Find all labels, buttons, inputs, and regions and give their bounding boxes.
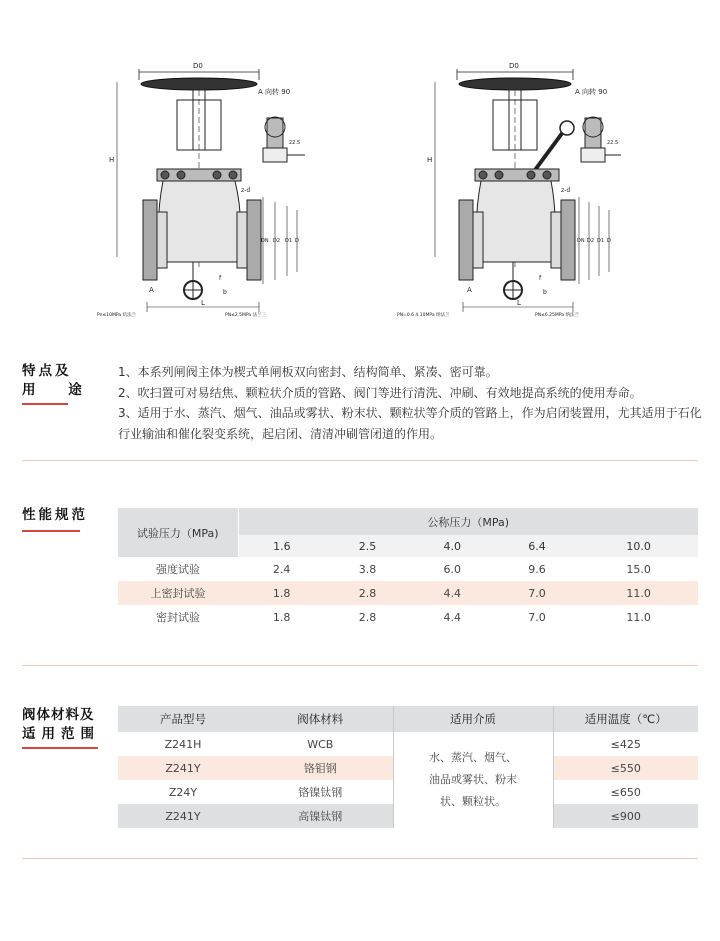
material-cell: WCB: [248, 732, 393, 756]
table-cell: 11.0: [579, 605, 698, 629]
flange-note-left: Pn≤10MPa 结法兰: [97, 313, 137, 318]
dim-d1: D1: [285, 238, 293, 244]
row-label: 密封试验: [118, 605, 238, 629]
dim-zd: z-d: [241, 187, 251, 194]
section-divider: [22, 665, 698, 666]
dim-d2: D2: [587, 238, 595, 244]
header-media: 适用介质: [393, 706, 553, 732]
dim-f: f: [539, 275, 542, 282]
flange-note-right: PN≤2.5MPa 法兰三: [225, 313, 267, 318]
materials-table: [118, 706, 698, 828]
material-cell: 铬钼钢: [248, 756, 393, 780]
table-row: [118, 557, 698, 581]
row-label: 上密封试验: [118, 581, 238, 605]
model-cell: Z241Y: [118, 756, 248, 780]
gate-valve-svg: [95, 52, 325, 322]
dim-d: D: [295, 238, 299, 244]
features-title-underline: [22, 403, 68, 405]
table-cell: 2.8: [325, 581, 410, 605]
feature-item: 2、吹扫置可对易结焦、颗粒状介质的管路、阀门等进行清洗、冲刷、有效地提高系统的使用寿命。: [118, 385, 642, 400]
table-cell: 1.8: [238, 581, 325, 605]
features-title-line2: 用 途: [22, 382, 96, 398]
model-cell: Z241H: [118, 732, 248, 756]
media-line: 水、蒸汽、烟气、: [429, 751, 517, 764]
dim-size: 22.5: [607, 140, 619, 146]
header-nominal-pressure: 公称压力（MPa): [238, 508, 698, 535]
dim-a: A: [467, 286, 472, 294]
feature-item: 3、适用于水、蒸汽、烟气、油品或雾状、粉末状、颗粒状等介质的管路上，作为启闭装置用，尤其适用于石化: [118, 406, 702, 420]
materials-title-line1: 阀体材料及: [22, 707, 95, 723]
table-cell: 11.0: [579, 581, 698, 605]
header-test-pressure: 试验压力（MPa): [118, 508, 238, 557]
performance-table: [118, 508, 698, 629]
material-cell: 铬镍钛钢: [248, 780, 393, 804]
temperature-cell: ≤650: [553, 780, 698, 804]
table-cell: 7.0: [495, 581, 580, 605]
dim-h: H: [109, 156, 115, 164]
table-cell: 1.8: [238, 605, 325, 629]
section-divider: [22, 858, 698, 859]
dim-dn: DN: [577, 238, 585, 244]
temperature-cell: ≤900: [553, 804, 698, 828]
model-cell: Z24Y: [118, 780, 248, 804]
media-line: 状、颗粒状。: [440, 795, 506, 808]
dim-rotate: A 向转 90: [258, 88, 291, 96]
pressure-col: 4.0: [410, 535, 495, 557]
dim-b: b: [223, 289, 227, 296]
dim-b: b: [543, 289, 547, 296]
gate-valve-drawing-right: [395, 52, 625, 322]
table-cell: 6.0: [410, 557, 495, 581]
table-row: [118, 581, 698, 605]
features-title-line1: 特点及: [22, 363, 72, 379]
features-title: [22, 362, 96, 400]
table-row: [118, 732, 698, 756]
pressure-col: 6.4: [495, 535, 580, 557]
performance-title: 性能规范: [22, 507, 88, 523]
row-label: 强度试验: [118, 557, 238, 581]
dim-f: f: [219, 275, 222, 282]
table-cell: 4.4: [410, 605, 495, 629]
materials-title: [22, 706, 100, 744]
dim-d: D: [607, 238, 611, 244]
model-cell: Z241Y: [118, 804, 248, 828]
dim-d0: D0: [193, 62, 203, 70]
table-cell: 4.4: [410, 581, 495, 605]
table-cell: 2.4: [238, 557, 325, 581]
media-line: 油品或雾状、粉末: [429, 773, 517, 786]
dim-size: 22.5: [289, 140, 301, 146]
dim-d2: D2: [273, 238, 281, 244]
pressure-col: 1.6: [238, 535, 325, 557]
dim-h: H: [427, 156, 433, 164]
header-temperature: 适用温度（℃）: [553, 706, 698, 732]
dim-d0: D0: [509, 62, 519, 70]
gate-valve-drawing-left: [95, 52, 325, 322]
pressure-col: 10.0: [579, 535, 698, 557]
performance-title-underline: [22, 530, 80, 532]
feature-item: 行业输油和催化裂变系统，起启闭、清清冲刷管闭道的作用。: [118, 426, 443, 441]
dim-dn: DN: [261, 238, 269, 244]
header-model: 产品型号: [118, 706, 248, 732]
table-cell: 9.6: [495, 557, 580, 581]
table-row: [118, 605, 698, 629]
pressure-col: 2.5: [325, 535, 410, 557]
dim-l: L: [517, 299, 521, 307]
material-cell: 高镍钛钢: [248, 804, 393, 828]
dim-rotate: A 向转 90: [575, 88, 608, 96]
dim-l: L: [201, 299, 205, 307]
dim-a: A: [149, 286, 154, 294]
table-cell: 15.0: [579, 557, 698, 581]
dim-zd: z-d: [561, 187, 571, 194]
feature-item: 1、本系列闸阀主体为楔式单闸板双向密封、结构简单、紧凑、密可靠。: [118, 365, 498, 379]
temperature-cell: ≤550: [553, 756, 698, 780]
flange-note-right: PN≤6.25MPa 纳法兰: [535, 313, 579, 318]
section-divider: [22, 460, 698, 461]
table-cell: 2.8: [325, 605, 410, 629]
media-cell: [393, 732, 553, 828]
gate-valve-svg: [395, 52, 625, 322]
table-cell: 7.0: [495, 605, 580, 629]
table-cell: 3.8: [325, 557, 410, 581]
features-list: [118, 362, 703, 444]
materials-title-underline: [22, 747, 98, 749]
dim-d1: D1: [597, 238, 605, 244]
materials-title-line2: 适用范围: [22, 726, 100, 742]
header-material: 阀体材料: [248, 706, 393, 732]
flange-note-left: PN=0.6 4.10MPa 纳法兰: [397, 313, 450, 318]
temperature-cell: ≤425: [553, 732, 698, 756]
